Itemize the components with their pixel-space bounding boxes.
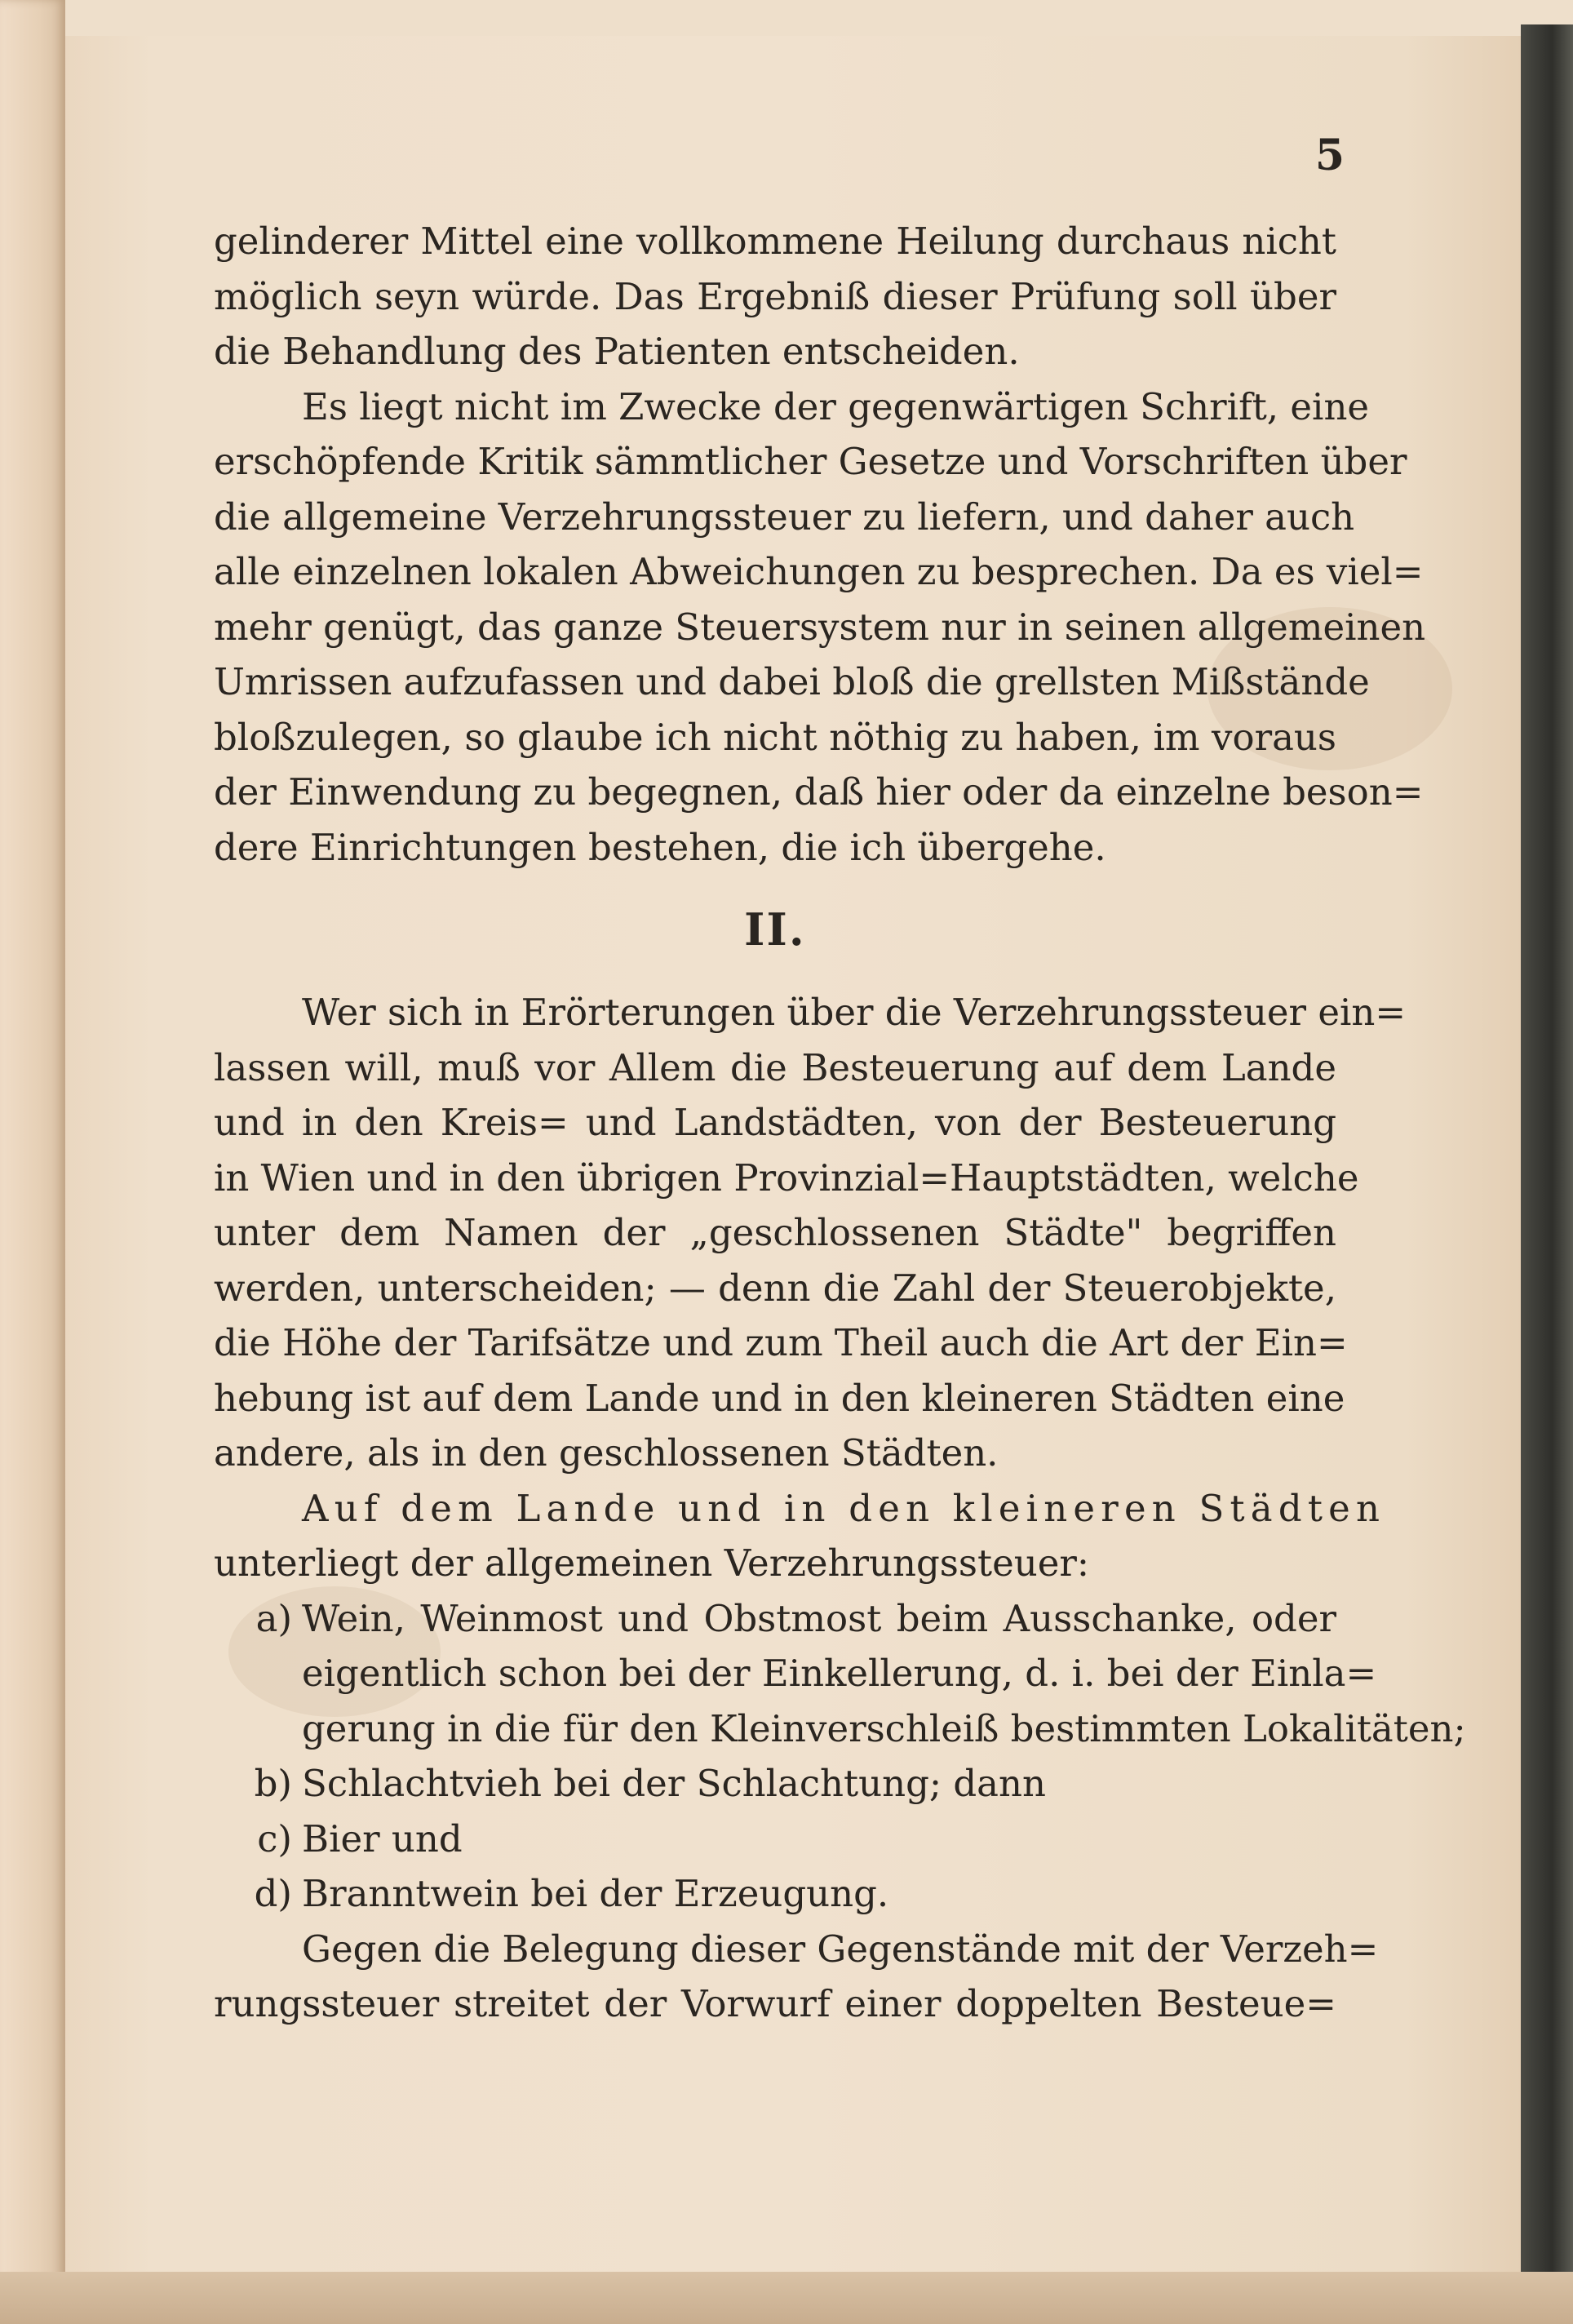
list-item-continuation: eigentlich schon bei der Einkellerung, d. i. bei der Einla= — [302, 1652, 1377, 1695]
list-item-d — [214, 1866, 1336, 1922]
text-line: Wer sich in Erörterungen über die Verzehrungssteuer ein= — [302, 991, 1407, 1034]
text-line: der Einwendung zu begegnen, daß hier oder da einzelne beson= — [214, 770, 1424, 814]
text-line: Auf dem Lande und in den kleineren Städten — [302, 1486, 1386, 1530]
text-line: und in den Kreis= und Landstädten, von der Besteuerung — [214, 1101, 1336, 1144]
text-line: mehr genügt, das ganze Steuersystem nur in seinen allgemeinen — [214, 605, 1426, 649]
book-bottom-edge — [0, 2272, 1573, 2324]
page-number: 5 — [1314, 131, 1345, 180]
text-line: dere Einrichtungen bestehen, die ich übergehe. — [214, 825, 1106, 869]
text-line: lassen will, muß vor Allem die Besteuerung auf dem Lande — [214, 1045, 1336, 1089]
list-item-continuation: gerung in die für den Kleinverschleiß bestimmten Lokalitäten; — [302, 1706, 1466, 1750]
list-marker: a) — [255, 1596, 292, 1640]
text-line: erschöpfende Kritik sämmtlicher Gesetze und Vorschriften über — [214, 440, 1407, 483]
list-item-c — [214, 1812, 1336, 1867]
list-item-text: Branntwein bei der Erzeugung. — [302, 1872, 889, 1915]
text-line: andere, als in den geschlossenen Städten. — [214, 1431, 999, 1475]
text-line: Umrissen aufzufassen und dabei bloß die grellsten Mißstände — [214, 660, 1370, 703]
section-heading: II. — [744, 903, 806, 956]
text-line: möglich seyn würde. Das Ergebniß dieser Prüfung soll über — [214, 274, 1336, 318]
list-marker: c) — [257, 1816, 292, 1861]
text-line: Es liegt nicht im Zwecke der gegenwärtigen Schrift, eine — [302, 384, 1370, 428]
facing-page-edge — [0, 0, 65, 2324]
text-line: alle einzelnen lokalen Abweichungen zu besprechen. Da es viel= — [214, 550, 1424, 593]
book-cover-board — [1521, 24, 1573, 2301]
text-line: unter dem Namen der „geschlossenen Städte" begriffen — [214, 1211, 1336, 1254]
list-item-a — [214, 1591, 1336, 1647]
text-line: hebung ist auf dem Lande und in den kleineren Städten eine — [214, 1376, 1345, 1420]
text-line: Gegen die Belegung dieser Gegenstände mit der Verzeh= — [302, 1927, 1379, 1971]
text-line: die Höhe der Tarifsätze und zum Theil auch die Art der Ein= — [214, 1321, 1348, 1364]
text-line: rungssteuer streitet der Vorwurf einer doppelten Besteue= — [214, 1982, 1336, 2025]
list-marker: d) — [254, 1872, 292, 1915]
text-line: die Behandlung des Patienten entscheiden. — [214, 330, 1020, 373]
list-item-b — [214, 1756, 1336, 1812]
list-marker: b) — [254, 1762, 292, 1805]
text-line: werden, unterscheiden; — denn die Zahl der Steuerobjekte, — [214, 1266, 1336, 1310]
page-text — [214, 214, 1466, 2032]
text-line: unterliegt der allgemeinen Verzehrungssteuer: — [214, 1541, 1089, 1585]
text-line: bloßzulegen, so glaube ich nicht nöthig zu haben, im voraus — [214, 715, 1336, 759]
text-line: in Wien und in den übrigen Provinzial=Hauptstädten, welche — [214, 1155, 1359, 1200]
list-item-text: Schlachtvieh bei der Schlachtung; dann — [302, 1762, 1046, 1805]
list-item-text: Wein, Weinmost und Obstmost beim Ausschanke, oder — [302, 1596, 1336, 1640]
text-line: gelinderer Mittel eine vollkommene Heilung durchaus nicht — [214, 220, 1336, 263]
list-item-text: Bier und — [302, 1816, 463, 1861]
text-line: die allgemeine Verzehrungssteuer zu liefern, und daher auch — [214, 495, 1355, 539]
